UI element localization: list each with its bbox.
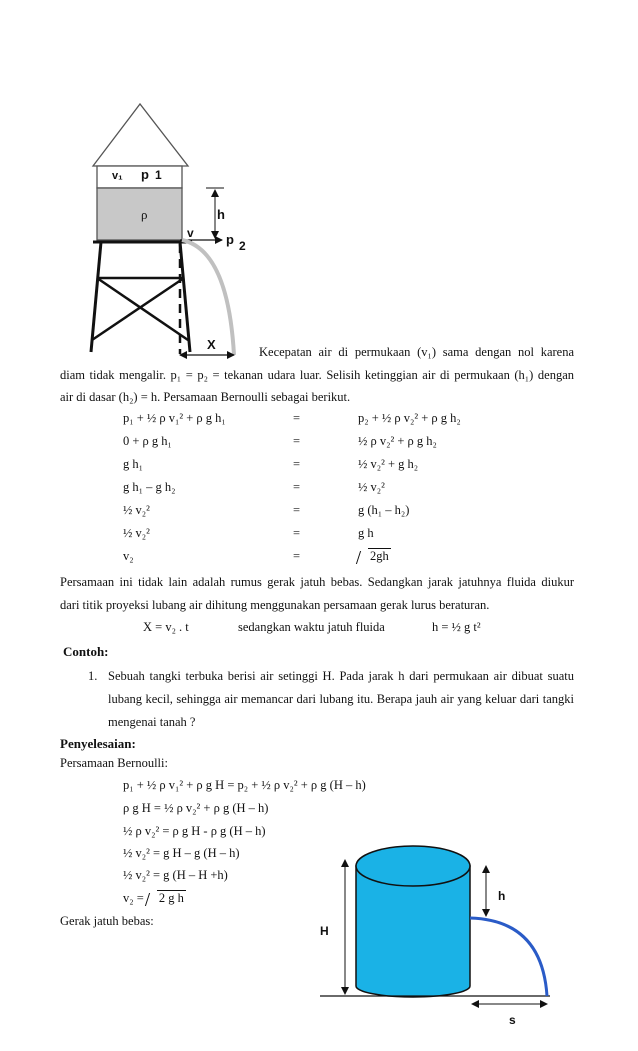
formula-h: h = ½ g t²	[432, 620, 481, 634]
solution-heading: Penyelesaian:	[60, 736, 136, 751]
tank-top	[356, 846, 470, 886]
tower-tank-water	[97, 188, 182, 240]
tank-body	[356, 866, 470, 997]
solution-step: ½ v₂² = g H – g (H – h)	[123, 846, 240, 860]
tower-tank-upper	[97, 166, 182, 188]
tank-stream	[470, 918, 547, 996]
tank-label-h: h	[498, 889, 506, 903]
solution-step: ρ g H = ½ ρ v₂² + ρ g (H – h)	[123, 801, 269, 815]
tank-label-s: s	[509, 1013, 516, 1027]
label-p2: p	[226, 232, 234, 247]
intro-line-2: diam tidak mengalir. p₁ = p₂ = tekanan udara luar. Selisih ketinggian air di permukaan (h₁) dengan	[60, 368, 574, 382]
derivation-row: ½ v₂² = g (h₁ – h₂)	[123, 503, 410, 517]
label-rho: ρ	[141, 207, 148, 222]
after-line-2: dari titik proyeksi lubang air dihitung menggunakan persamaan gerak lurus beraturan.	[60, 598, 490, 612]
formula-x: X = v₂ . t	[143, 620, 189, 634]
intro-line-3: air di dasar (h₂) = h. Persamaan Bernoulli sebagai berikut.	[60, 390, 351, 404]
derivation-row: g h₁ – g h₂ = ½ v₂²	[123, 480, 385, 494]
solution-step: ½ ρ v₂² = ρ g H - ρ g (H – h)	[123, 824, 266, 838]
solution-intro: Persamaan Bernoulli:	[60, 756, 168, 770]
sqrt-symbol: 2gh	[358, 549, 391, 564]
derivation-row: p₁ + ½ ρ v₁² + ρ g h₁ = p₂ + ½ ρ v₂² + ρ g h₂	[123, 411, 461, 425]
derivation-row: 0 + ρ g h₁ = ½ ρ v₂² + ρ g h₂	[123, 434, 437, 448]
solution-step-last: v₂ = 2 g h	[123, 891, 184, 905]
free-fall-label: Gerak jatuh bebas:	[60, 914, 154, 928]
example-number: 1.	[88, 669, 98, 683]
derivation-row: v₂ = 2gh	[123, 549, 389, 563]
tower-roof	[93, 104, 188, 166]
tank-label-H: H	[320, 924, 329, 938]
intro-line-1: Kecepatan air di permukaan (v₁) sama dengan nol karena	[259, 345, 574, 359]
solution-step: ½ v₂² = g (H – H +h)	[123, 868, 228, 882]
sqrt-symbol: 2 g h	[147, 891, 186, 906]
label-2: 2	[239, 239, 246, 253]
label-v: v	[187, 226, 194, 240]
label-p1: p	[141, 167, 149, 182]
label-v1: v₁	[112, 170, 123, 182]
label-1: 1	[155, 168, 162, 182]
formula-mid-text: sedangkan waktu jatuh fluida	[238, 620, 385, 634]
label-x: X	[207, 337, 216, 352]
derivation-row: ½ v₂² = g h	[123, 526, 374, 540]
example-heading: Contoh:	[63, 644, 109, 659]
label-h: h	[217, 207, 225, 222]
solution-step: p₁ + ½ ρ v₁² + ρ g H = p₂ + ½ ρ v₂² + ρ g (H – h)	[123, 778, 366, 792]
derivation-row: g h₁ = ½ v₂² + g h₂	[123, 457, 419, 471]
after-line-1: Persamaan ini tidak lain adalah rumus gerak jatuh bebas. Sedangkan jarak jatuhnya fluida diukur	[60, 575, 574, 589]
example-text: Sebuah tangki terbuka berisi air setinggi H. Pada jarak h dari permukaan air dibuat suatu lubang kecil, sehingga air memancar dari lubang itu. Berapa jauh air yang keluar dari tangki mengenai tanah ?	[108, 669, 574, 729]
water-tower-figure	[0, 0, 638, 380]
